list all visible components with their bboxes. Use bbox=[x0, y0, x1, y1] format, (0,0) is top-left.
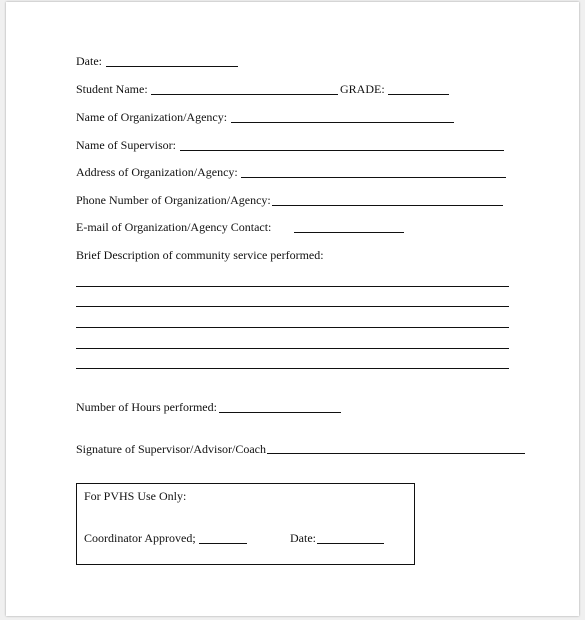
grade-label: GRADE: bbox=[340, 82, 385, 96]
coordinator-label: Coordinator Approved; bbox=[84, 531, 196, 545]
coordinator-field[interactable] bbox=[199, 543, 247, 544]
office-use-box bbox=[76, 483, 415, 565]
address-field[interactable] bbox=[241, 177, 506, 178]
org-name-label: Name of Organization/Agency: bbox=[76, 110, 228, 124]
email-label: E-mail of Organization/Agency Contact: bbox=[76, 220, 272, 234]
supervisor-label: Name of Supervisor: bbox=[76, 138, 176, 152]
description-line-1[interactable] bbox=[76, 286, 509, 287]
student-name-label: Student Name: bbox=[76, 82, 148, 96]
phone-field[interactable] bbox=[272, 205, 503, 206]
address-label: Address of Organization/Agency: bbox=[76, 165, 238, 179]
signature-field[interactable] bbox=[267, 453, 525, 454]
hours-label: Number of Hours performed: bbox=[76, 400, 217, 414]
org-name-field[interactable] bbox=[231, 122, 454, 123]
grade-field[interactable] bbox=[388, 94, 449, 95]
form-page bbox=[6, 2, 579, 616]
signature-label: Signature of Supervisor/Advisor/Coach bbox=[76, 442, 266, 456]
office-use-title: For PVHS Use Only: bbox=[84, 489, 187, 503]
phone-label: Phone Number of Organization/Agency: bbox=[76, 193, 271, 207]
supervisor-field[interactable] bbox=[180, 150, 504, 151]
office-date-field[interactable] bbox=[317, 543, 384, 544]
description-line-4[interactable] bbox=[76, 348, 509, 349]
description-line-3[interactable] bbox=[76, 327, 509, 328]
date-field[interactable] bbox=[106, 66, 238, 67]
office-date-label: Date: bbox=[290, 531, 316, 545]
description-label: Brief Description of community service performed: bbox=[76, 248, 324, 262]
email-field[interactable] bbox=[294, 232, 404, 233]
date-label: Date: bbox=[76, 54, 102, 68]
hours-field[interactable] bbox=[219, 412, 341, 413]
student-name-field[interactable] bbox=[151, 94, 338, 95]
description-line-2[interactable] bbox=[76, 306, 509, 307]
description-line-5[interactable] bbox=[76, 368, 509, 369]
